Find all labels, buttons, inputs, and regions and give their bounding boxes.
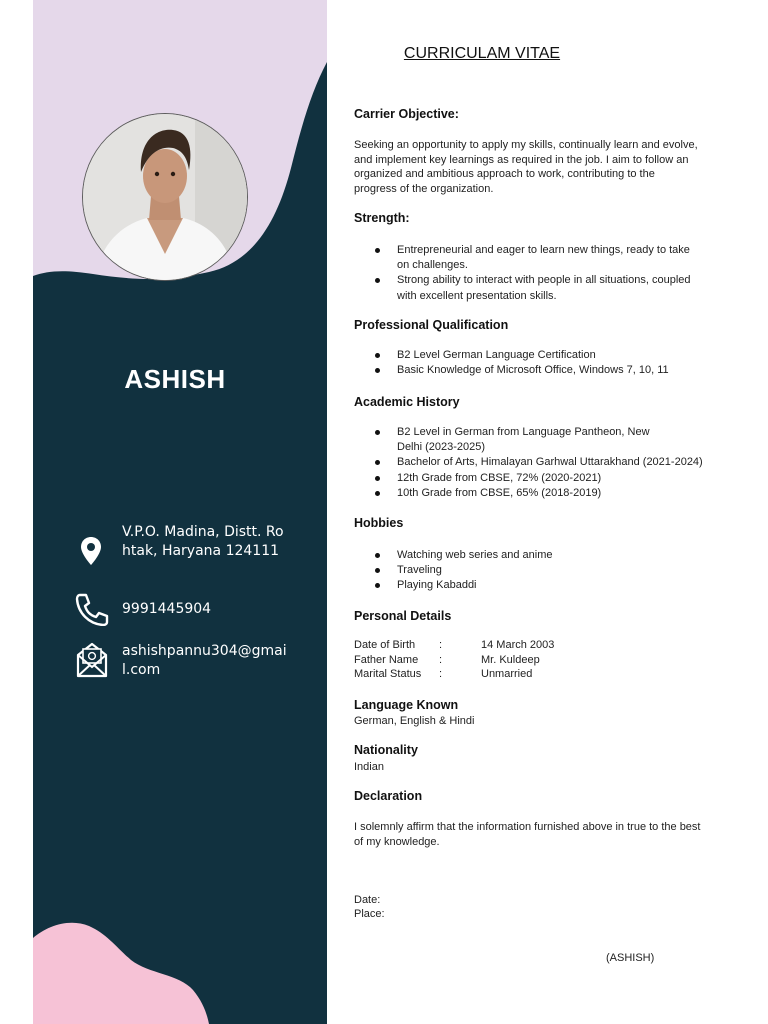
declaration-heading: Declaration: [354, 789, 423, 803]
qualification-heading: Professional Qualification: [354, 318, 509, 332]
document-title: CURRICULAM VITAE: [403, 45, 561, 62]
list-item: Strong ability to interact with people in all situations, coupled with excellent presentation skills.: [354, 273, 694, 303]
nationality-heading: Nationality: [354, 743, 418, 757]
email-address[interactable]: ashishpannu304@gmail.com: [122, 643, 287, 678]
detail-separator: :: [439, 639, 443, 651]
table-row: [354, 639, 654, 654]
detail-separator: :: [439, 668, 443, 681]
candidate-name: ASHISH: [124, 364, 226, 394]
language-heading: Language Known: [354, 698, 459, 712]
detail-label: Date of Birth: [354, 639, 416, 651]
strength-list: [354, 243, 694, 304]
table-row: [354, 668, 654, 683]
hobbies-list: [354, 548, 694, 594]
person-portrait-icon: [83, 114, 247, 280]
signature-name: (ASHISH): [606, 952, 655, 964]
list-item: Bachelor of Arts, Himalayan Garhwal Uttarakhand (2021-2024): [354, 455, 734, 470]
detail-value: 14 March 2003: [481, 639, 555, 651]
detail-label: Marital Status: [354, 668, 422, 681]
list-item: 12th Grade from CBSE, 72% (2020-2021): [354, 471, 734, 486]
phone-number[interactable]: 9991445904: [122, 601, 212, 617]
objective-heading: Carrier Objective:: [354, 107, 459, 121]
bottom-pink-shape: [33, 923, 209, 1024]
hobbies-heading: Hobbies: [354, 516, 404, 530]
personal-heading: Personal Details: [354, 609, 452, 623]
personal-details-table: [354, 639, 654, 683]
list-item: B2 Level in German from Language Pantheon, New Delhi (2023-2025): [354, 425, 734, 455]
list-item: Basic Knowledge of Microsoft Office, Windows 7, 10, 11: [354, 363, 734, 378]
qualification-list: [354, 348, 734, 378]
nationality-text: Indian: [354, 761, 384, 773]
objective-text: Seeking an opportunity to apply my skills, continually learn and evolve, and implement key learnings as required in the job. I aim to follow an organized and ambitious approach to work, contributing to the progress of the organization.: [354, 139, 698, 195]
address-text: V.P.O. Madina, Distt. Rohtak, Haryana 124111: [122, 524, 284, 559]
place-label: Place:: [354, 908, 385, 920]
academic-list: [354, 425, 734, 501]
detail-separator: :: [439, 653, 443, 666]
date-label: Date:: [354, 894, 381, 906]
detail-value: Unmarried: [481, 668, 533, 681]
list-item: Playing Kabaddi: [354, 578, 694, 593]
declaration-text: I solemnly affirm that the information furnished above in true to the best of my knowledge.: [354, 821, 701, 848]
list-item: 10th Grade from CBSE, 65% (2018-2019): [354, 486, 734, 501]
strength-heading: Strength:: [354, 211, 410, 225]
list-item: B2 Level German Language Certification: [354, 348, 734, 363]
email-icon: [75, 641, 109, 679]
table-row: [354, 654, 654, 669]
detail-label: Father Name: [354, 653, 419, 666]
phone-icon: [75, 592, 109, 626]
academic-heading: Academic History: [354, 395, 460, 409]
language-text: German, English & Hindi: [354, 715, 475, 727]
sidebar: [33, 0, 327, 1024]
detail-value: Mr. Kuldeep: [481, 653, 540, 666]
list-item: Traveling: [354, 563, 694, 578]
list-item: Entrepreneurial and eager to learn new things, ready to take on challenges.: [354, 243, 694, 273]
location-pin-icon: [80, 536, 102, 566]
list-item: Watching web series and anime: [354, 548, 694, 563]
profile-photo: [82, 113, 248, 281]
